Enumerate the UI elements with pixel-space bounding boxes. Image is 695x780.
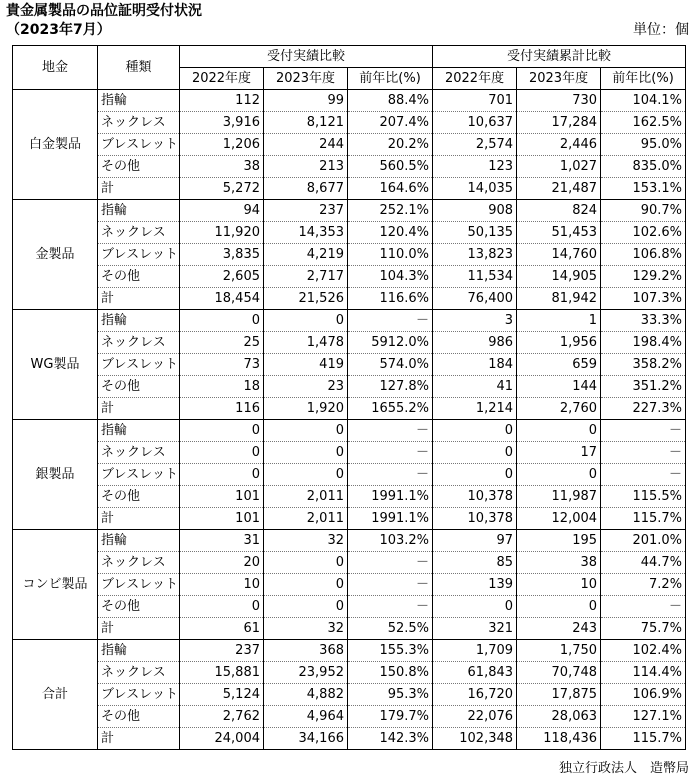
product-kind: 計 xyxy=(98,508,180,530)
cell-monthly-2023: 0 xyxy=(264,596,348,618)
cell-monthly-ratio: 110.0% xyxy=(348,244,433,266)
cell-cumulative-2023: 195 xyxy=(517,530,601,552)
cell-cumulative-2023: 10 xyxy=(517,574,601,596)
cell-cumulative-2022: 908 xyxy=(433,200,517,222)
cell-cumulative-2022: 13,823 xyxy=(433,244,517,266)
cell-monthly-2022: 38 xyxy=(180,156,264,178)
cell-monthly-ratio: － xyxy=(348,464,433,486)
header-metal: 地金 xyxy=(13,46,98,90)
cell-cumulative-ratio: 129.2% xyxy=(601,266,686,288)
cell-cumulative-ratio: 115.7% xyxy=(601,508,686,530)
unit-label: 単位：個 xyxy=(633,22,689,38)
cell-monthly-ratio: 5912.0% xyxy=(348,332,433,354)
header-monthly-2022: 2022年度 xyxy=(180,68,264,90)
cell-cumulative-2022: 14,035 xyxy=(433,178,517,200)
cell-monthly-2023: 0 xyxy=(264,574,348,596)
cell-monthly-ratio: 155.3% xyxy=(348,640,433,662)
product-kind: ネックレス xyxy=(98,442,180,464)
cell-cumulative-2023: 730 xyxy=(517,90,601,112)
cell-cumulative-2023: 1,956 xyxy=(517,332,601,354)
cell-monthly-2023: 368 xyxy=(264,640,348,662)
cell-monthly-ratio: 179.7% xyxy=(348,706,433,728)
product-kind: 計 xyxy=(98,398,180,420)
cell-monthly-ratio: 574.0% xyxy=(348,354,433,376)
cell-cumulative-2022: 0 xyxy=(433,442,517,464)
cell-monthly-ratio: 127.8% xyxy=(348,376,433,398)
product-kind: 指輪 xyxy=(98,640,180,662)
cell-cumulative-ratio: 102.4% xyxy=(601,640,686,662)
cell-cumulative-2022: 139 xyxy=(433,574,517,596)
cell-monthly-2023: 8,677 xyxy=(264,178,348,200)
cell-monthly-2022: 15,881 xyxy=(180,662,264,684)
cell-cumulative-2022: 97 xyxy=(433,530,517,552)
cell-cumulative-ratio: 106.8% xyxy=(601,244,686,266)
cell-cumulative-2023: 1,750 xyxy=(517,640,601,662)
cell-monthly-2022: 10 xyxy=(180,574,264,596)
cell-monthly-ratio: 1655.2% xyxy=(348,398,433,420)
cell-monthly-2023: 0 xyxy=(264,420,348,442)
header-kind: 種類 xyxy=(98,46,180,90)
cell-monthly-2022: 0 xyxy=(180,420,264,442)
product-kind: ブレスレット xyxy=(98,464,180,486)
cell-cumulative-2023: 51,453 xyxy=(517,222,601,244)
cell-monthly-2022: 94 xyxy=(180,200,264,222)
cell-cumulative-2023: 2,446 xyxy=(517,134,601,156)
cell-cumulative-ratio: 7.2% xyxy=(601,574,686,596)
cell-cumulative-2023: 81,942 xyxy=(517,288,601,310)
cell-cumulative-2022: 701 xyxy=(433,90,517,112)
cell-cumulative-2022: 0 xyxy=(433,420,517,442)
cell-cumulative-ratio: 102.6% xyxy=(601,222,686,244)
cell-cumulative-ratio: 162.5% xyxy=(601,112,686,134)
cell-monthly-2022: 3,835 xyxy=(180,244,264,266)
table-body xyxy=(13,90,686,750)
product-kind: ネックレス xyxy=(98,662,180,684)
cell-cumulative-ratio: 227.3% xyxy=(601,398,686,420)
cell-cumulative-2022: 10,378 xyxy=(433,508,517,530)
cell-cumulative-2022: 41 xyxy=(433,376,517,398)
certification-table xyxy=(12,45,686,750)
product-kind: ブレスレット xyxy=(98,574,180,596)
table-row xyxy=(13,310,686,332)
cell-cumulative-2022: 2,574 xyxy=(433,134,517,156)
cell-monthly-2023: 4,882 xyxy=(264,684,348,706)
table-row xyxy=(13,420,686,442)
cell-monthly-ratio: 142.3% xyxy=(348,728,433,750)
cell-cumulative-ratio: 115.7% xyxy=(601,728,686,750)
cell-monthly-2023: 419 xyxy=(264,354,348,376)
product-kind: 計 xyxy=(98,728,180,750)
cell-monthly-2022: 20 xyxy=(180,552,264,574)
cell-monthly-ratio: 103.2% xyxy=(348,530,433,552)
header-monthly-2023: 2023年度 xyxy=(264,68,348,90)
cell-cumulative-2022: 1,709 xyxy=(433,640,517,662)
product-kind: ブレスレット xyxy=(98,244,180,266)
cell-monthly-2023: 0 xyxy=(264,310,348,332)
product-kind: ブレスレット xyxy=(98,684,180,706)
product-kind: その他 xyxy=(98,596,180,618)
cell-monthly-ratio: 252.1% xyxy=(348,200,433,222)
cell-cumulative-2023: 14,760 xyxy=(517,244,601,266)
cell-monthly-ratio: 88.4% xyxy=(348,90,433,112)
table-row xyxy=(13,662,686,684)
cell-monthly-2022: 1,206 xyxy=(180,134,264,156)
cell-cumulative-ratio: 115.5% xyxy=(601,486,686,508)
cell-cumulative-2023: 17,875 xyxy=(517,684,601,706)
cell-cumulative-ratio: 358.2% xyxy=(601,354,686,376)
cell-cumulative-ratio: 351.2% xyxy=(601,376,686,398)
metal-category: 合計 xyxy=(13,640,98,750)
cell-monthly-ratio: 560.5% xyxy=(348,156,433,178)
cell-monthly-2023: 0 xyxy=(264,464,348,486)
metal-category: 金製品 xyxy=(13,200,98,310)
cell-cumulative-2023: 38 xyxy=(517,552,601,574)
cell-cumulative-ratio: 90.7% xyxy=(601,200,686,222)
metal-category: 白金製品 xyxy=(13,90,98,200)
cell-cumulative-2023: 0 xyxy=(517,420,601,442)
table-row xyxy=(13,574,686,596)
cell-cumulative-2022: 10,637 xyxy=(433,112,517,134)
cell-monthly-ratio: 20.2% xyxy=(348,134,433,156)
cell-cumulative-2023: 144 xyxy=(517,376,601,398)
cell-cumulative-2022: 184 xyxy=(433,354,517,376)
cell-monthly-2022: 101 xyxy=(180,508,264,530)
cell-cumulative-ratio: 198.4% xyxy=(601,332,686,354)
cell-monthly-2022: 0 xyxy=(180,596,264,618)
cell-cumulative-2022: 0 xyxy=(433,596,517,618)
cell-monthly-2023: 21,526 xyxy=(264,288,348,310)
table-row xyxy=(13,552,686,574)
product-kind: 計 xyxy=(98,178,180,200)
cell-cumulative-2022: 11,534 xyxy=(433,266,517,288)
cell-monthly-2023: 237 xyxy=(264,200,348,222)
cell-cumulative-ratio: 106.9% xyxy=(601,684,686,706)
cell-monthly-2022: 237 xyxy=(180,640,264,662)
cell-monthly-2023: 4,964 xyxy=(264,706,348,728)
cell-cumulative-2022: 321 xyxy=(433,618,517,640)
cell-cumulative-2023: 12,004 xyxy=(517,508,601,530)
cell-monthly-2023: 2,717 xyxy=(264,266,348,288)
product-kind: その他 xyxy=(98,156,180,178)
cell-cumulative-ratio: － xyxy=(601,420,686,442)
cell-cumulative-2023: 2,760 xyxy=(517,398,601,420)
cell-cumulative-2023: 659 xyxy=(517,354,601,376)
cell-cumulative-2023: 1,027 xyxy=(517,156,601,178)
cell-monthly-2023: 1,478 xyxy=(264,332,348,354)
header-monthly: 受付実績比較 xyxy=(180,46,433,68)
product-kind: その他 xyxy=(98,706,180,728)
cell-cumulative-2023: 0 xyxy=(517,464,601,486)
cell-cumulative-2022: 61,843 xyxy=(433,662,517,684)
cell-cumulative-2023: 17 xyxy=(517,442,601,464)
cell-monthly-2022: 31 xyxy=(180,530,264,552)
cell-cumulative-2023: 1 xyxy=(517,310,601,332)
product-kind: ネックレス xyxy=(98,332,180,354)
cell-cumulative-2023: 11,987 xyxy=(517,486,601,508)
cell-cumulative-2022: 85 xyxy=(433,552,517,574)
table-row xyxy=(13,200,686,222)
cell-monthly-ratio: 116.6% xyxy=(348,288,433,310)
cell-cumulative-ratio: 201.0% xyxy=(601,530,686,552)
product-kind: 指輪 xyxy=(98,310,180,332)
cell-cumulative-2023: 118,436 xyxy=(517,728,601,750)
cell-monthly-2022: 112 xyxy=(180,90,264,112)
cell-monthly-2022: 11,920 xyxy=(180,222,264,244)
cell-cumulative-2022: 16,720 xyxy=(433,684,517,706)
table-row xyxy=(13,530,686,552)
product-kind: 計 xyxy=(98,618,180,640)
cell-monthly-2022: 0 xyxy=(180,464,264,486)
cell-cumulative-ratio: 95.0% xyxy=(601,134,686,156)
header-cumulative: 受付実績累計比較 xyxy=(433,46,686,68)
cell-cumulative-2022: 50,135 xyxy=(433,222,517,244)
cell-monthly-ratio: 104.3% xyxy=(348,266,433,288)
table-row xyxy=(13,728,686,750)
product-kind: その他 xyxy=(98,266,180,288)
cell-monthly-2022: 18 xyxy=(180,376,264,398)
cell-cumulative-ratio: 835.0% xyxy=(601,156,686,178)
product-kind: 指輪 xyxy=(98,530,180,552)
cell-monthly-2023: 2,011 xyxy=(264,508,348,530)
table-row xyxy=(13,178,686,200)
cell-monthly-2023: 2,011 xyxy=(264,486,348,508)
cell-monthly-2022: 0 xyxy=(180,442,264,464)
cell-monthly-ratio: － xyxy=(348,552,433,574)
product-kind: 計 xyxy=(98,288,180,310)
metal-category: 銀製品 xyxy=(13,420,98,530)
period-label: （2023年7月） xyxy=(6,22,111,38)
cell-monthly-ratio: 1991.1% xyxy=(348,486,433,508)
cell-monthly-2023: 34,166 xyxy=(264,728,348,750)
cell-monthly-2023: 23,952 xyxy=(264,662,348,684)
cell-monthly-2023: 14,353 xyxy=(264,222,348,244)
cell-monthly-2022: 101 xyxy=(180,486,264,508)
cell-monthly-2023: 32 xyxy=(264,618,348,640)
header-cumulative-2022: 2022年度 xyxy=(433,68,517,90)
cell-monthly-2022: 73 xyxy=(180,354,264,376)
cell-cumulative-2023: 21,487 xyxy=(517,178,601,200)
cell-cumulative-ratio: 114.4% xyxy=(601,662,686,684)
table-row xyxy=(13,706,686,728)
product-kind: その他 xyxy=(98,486,180,508)
cell-cumulative-ratio: － xyxy=(601,596,686,618)
cell-cumulative-ratio: 75.7% xyxy=(601,618,686,640)
cell-cumulative-2022: 76,400 xyxy=(433,288,517,310)
header-cumulative-2023: 2023年度 xyxy=(517,68,601,90)
header-monthly-ratio: 前年比(%) xyxy=(348,68,433,90)
cell-cumulative-2022: 986 xyxy=(433,332,517,354)
table-row xyxy=(13,332,686,354)
cell-cumulative-2022: 102,348 xyxy=(433,728,517,750)
cell-cumulative-2022: 10,378 xyxy=(433,486,517,508)
product-kind: ブレスレット xyxy=(98,134,180,156)
table-row xyxy=(13,90,686,112)
cell-cumulative-2022: 1,214 xyxy=(433,398,517,420)
table-row xyxy=(13,640,686,662)
cell-cumulative-2023: 0 xyxy=(517,596,601,618)
table-row xyxy=(13,398,686,420)
cell-monthly-2022: 2,605 xyxy=(180,266,264,288)
table-row xyxy=(13,244,686,266)
cell-monthly-2023: 0 xyxy=(264,442,348,464)
cell-monthly-2022: 24,004 xyxy=(180,728,264,750)
cell-monthly-2022: 5,272 xyxy=(180,178,264,200)
cell-monthly-ratio: 52.5% xyxy=(348,618,433,640)
cell-monthly-2023: 0 xyxy=(264,552,348,574)
cell-cumulative-2022: 0 xyxy=(433,464,517,486)
cell-cumulative-ratio: 153.1% xyxy=(601,178,686,200)
table-row xyxy=(13,112,686,134)
cell-monthly-2022: 0 xyxy=(180,310,264,332)
table-row xyxy=(13,442,686,464)
cell-monthly-2023: 1,920 xyxy=(264,398,348,420)
cell-monthly-2022: 2,762 xyxy=(180,706,264,728)
cell-cumulative-2023: 17,284 xyxy=(517,112,601,134)
cell-monthly-ratio: 95.3% xyxy=(348,684,433,706)
product-kind: 指輪 xyxy=(98,90,180,112)
product-kind: ネックレス xyxy=(98,222,180,244)
table-row xyxy=(13,354,686,376)
cell-monthly-ratio: 1991.1% xyxy=(348,508,433,530)
page-title: 貴金属製品の品位証明受付状況 xyxy=(6,3,202,19)
cell-cumulative-ratio: 104.1% xyxy=(601,90,686,112)
cell-monthly-2022: 5,124 xyxy=(180,684,264,706)
cell-monthly-ratio: 164.6% xyxy=(348,178,433,200)
table-row xyxy=(13,464,686,486)
table-row xyxy=(13,156,686,178)
cell-cumulative-ratio: 127.1% xyxy=(601,706,686,728)
cell-monthly-2023: 23 xyxy=(264,376,348,398)
cell-cumulative-ratio: 107.3% xyxy=(601,288,686,310)
cell-monthly-2022: 25 xyxy=(180,332,264,354)
table-row xyxy=(13,684,686,706)
table-row xyxy=(13,618,686,640)
table-row xyxy=(13,508,686,530)
metal-category: WG製品 xyxy=(13,310,98,420)
table-row xyxy=(13,222,686,244)
cell-monthly-2023: 8,121 xyxy=(264,112,348,134)
cell-cumulative-ratio: － xyxy=(601,464,686,486)
table-row xyxy=(13,266,686,288)
cell-cumulative-2023: 14,905 xyxy=(517,266,601,288)
issuer-label: 独立行政法人 造幣局 xyxy=(558,761,689,776)
cell-monthly-ratio: － xyxy=(348,574,433,596)
cell-cumulative-2022: 3 xyxy=(433,310,517,332)
cell-monthly-2023: 4,219 xyxy=(264,244,348,266)
cell-cumulative-ratio: － xyxy=(601,442,686,464)
product-kind: 指輪 xyxy=(98,200,180,222)
cell-cumulative-2023: 243 xyxy=(517,618,601,640)
cell-cumulative-2023: 28,063 xyxy=(517,706,601,728)
table-row xyxy=(13,486,686,508)
cell-monthly-2023: 213 xyxy=(264,156,348,178)
product-kind: 指輪 xyxy=(98,420,180,442)
cell-monthly-ratio: － xyxy=(348,310,433,332)
cell-monthly-2022: 61 xyxy=(180,618,264,640)
cell-monthly-ratio: 150.8% xyxy=(348,662,433,684)
cell-cumulative-2023: 824 xyxy=(517,200,601,222)
cell-monthly-ratio: － xyxy=(348,442,433,464)
cell-monthly-2022: 116 xyxy=(180,398,264,420)
table-row xyxy=(13,288,686,310)
metal-category: コンビ製品 xyxy=(13,530,98,640)
cell-monthly-2022: 3,916 xyxy=(180,112,264,134)
cell-cumulative-2022: 123 xyxy=(433,156,517,178)
cell-monthly-ratio: 120.4% xyxy=(348,222,433,244)
product-kind: ネックレス xyxy=(98,552,180,574)
product-kind: その他 xyxy=(98,376,180,398)
cell-monthly-2023: 32 xyxy=(264,530,348,552)
cell-monthly-ratio: 207.4% xyxy=(348,112,433,134)
table-row xyxy=(13,596,686,618)
table-row xyxy=(13,376,686,398)
header-cumulative-ratio: 前年比(%) xyxy=(601,68,686,90)
cell-cumulative-2022: 22,076 xyxy=(433,706,517,728)
product-kind: ネックレス xyxy=(98,112,180,134)
cell-cumulative-ratio: 44.7% xyxy=(601,552,686,574)
product-kind: ブレスレット xyxy=(98,354,180,376)
cell-monthly-ratio: － xyxy=(348,420,433,442)
table-row xyxy=(13,134,686,156)
table-header xyxy=(13,46,686,90)
cell-monthly-ratio: － xyxy=(348,596,433,618)
cell-monthly-2023: 99 xyxy=(264,90,348,112)
cell-cumulative-2023: 70,748 xyxy=(517,662,601,684)
cell-monthly-2023: 244 xyxy=(264,134,348,156)
cell-cumulative-ratio: 33.3% xyxy=(601,310,686,332)
cell-monthly-2022: 18,454 xyxy=(180,288,264,310)
